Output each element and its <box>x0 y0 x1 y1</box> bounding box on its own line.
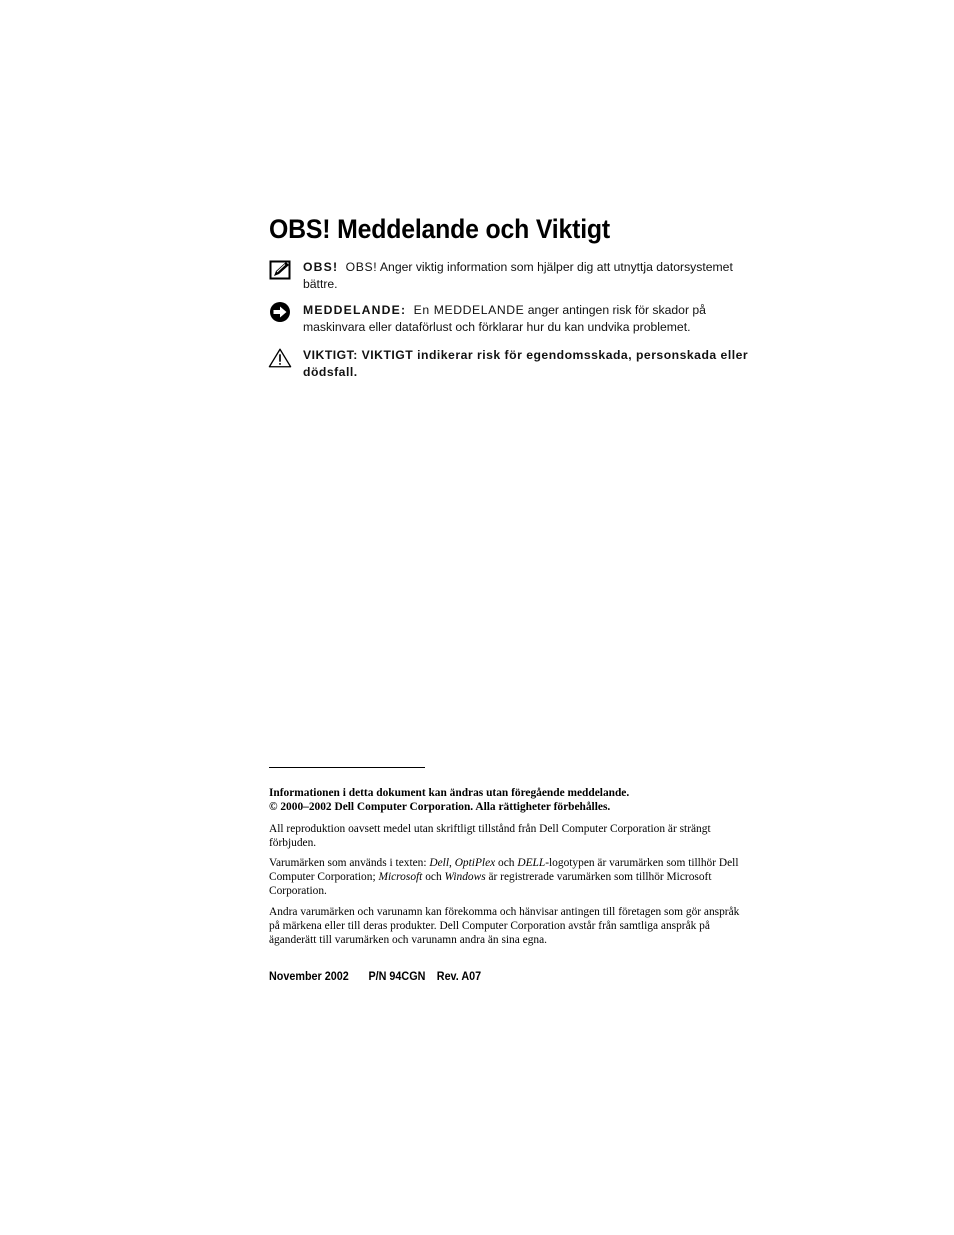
note-pencil-icon <box>269 260 293 282</box>
page-title: OBS! Meddelande och Viktigt <box>269 214 611 244</box>
note-body: Anger viktig information som hjälper dig att utnyttja datorsystemet bättre. <box>303 260 733 291</box>
footer-revision: Rev. A07 <box>436 970 482 983</box>
trademark-dell: Dell <box>429 857 449 869</box>
legal-change-notice: Informationen i detta dokument kan ändras utan föregående meddelande. <box>269 787 630 799</box>
meddelande-text <box>303 302 759 336</box>
document-footer <box>269 970 481 983</box>
note-text <box>303 259 759 293</box>
legal-trademarks: Varumärken som används i texten: Dell, OptiPlex och DELL-logotypen är varumärken som tillhör Dell Computer Corporation; Microsoft och Windows är registrerade varumärken som tillhör Microsoft Corporation. <box>269 857 739 897</box>
meddelande-notice <box>269 302 759 336</box>
note-notice <box>269 259 759 293</box>
arrow-circle-icon <box>269 302 293 324</box>
note-label: OBS! <box>303 260 339 274</box>
legal-copyright: © 2000–2002 Dell Computer Corporation. Alla rättigheter förbehålles. <box>269 801 611 813</box>
meddelande-body: anger antingen risk för skador på maskinvara eller dataförlust och förklarar hur du kan undvika problemet. <box>303 303 706 334</box>
trademark-dell-logo: DELL <box>517 857 546 869</box>
warning-triangle-icon <box>268 347 292 369</box>
note-lead: OBS! <box>345 260 378 274</box>
footer-date: November 2002 <box>269 970 349 983</box>
footer-part-number: P/N 94CGN <box>368 970 426 983</box>
trademark-windows: Windows <box>444 871 486 883</box>
legal-reproduction: All reproduktion oavsett medel utan skriftligt tillstånd från Dell Computer Corporation är strängt förbjuden. <box>269 823 711 849</box>
trademark-microsoft: Microsoft <box>378 871 423 883</box>
footnote-rule <box>269 767 425 768</box>
meddelande-lead: En MEDDELANDE <box>413 303 525 317</box>
viktigt-text: VIKTIGT: VIKTIGT indikerar risk för egendomsskada, personskada eller dödsfall. <box>303 348 749 379</box>
meddelande-label: MEDDELANDE: <box>303 303 407 317</box>
legal-other-trademarks: Andra varumärken och varunamn kan förekomma och hänvisar antingen till företagen som gör anspråk på märkena eller till deras produkter. Dell Computer Corporation avstår från samtliga anspråk på äganderätt till varumärken och varunamn andra än sina egna. <box>269 906 740 946</box>
trademark-optiplex: OptiPlex <box>454 857 496 869</box>
viktigt-notice <box>269 347 759 381</box>
